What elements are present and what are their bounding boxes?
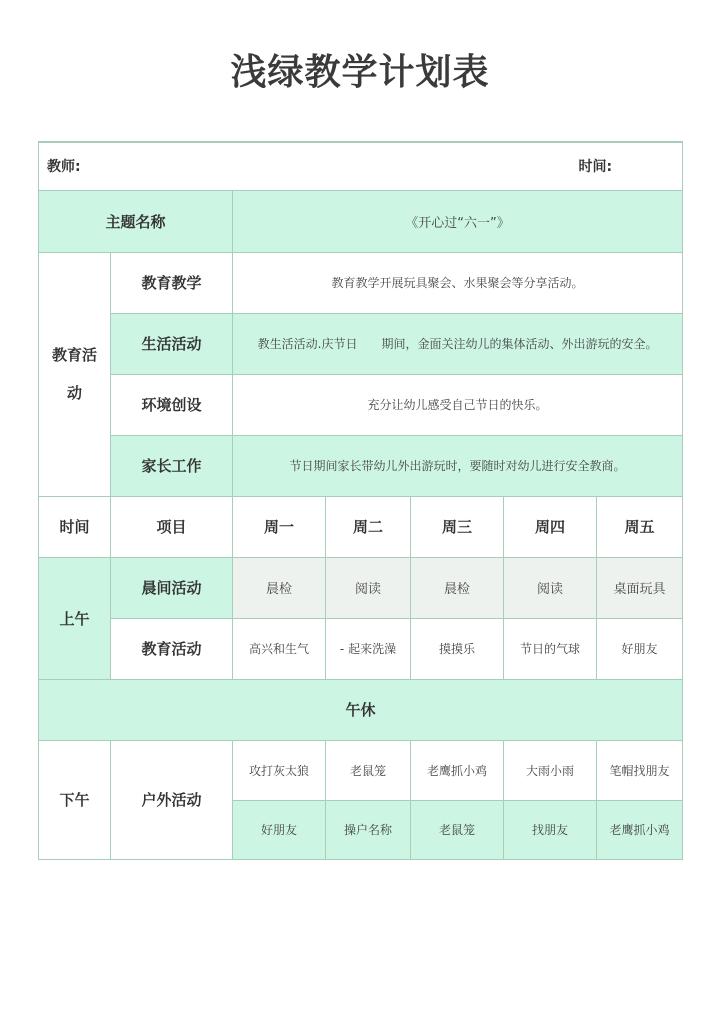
schedule-cell: 好朋友 [597,618,683,679]
morning-label: 上午 [39,557,111,679]
schedule-item: 户外活动 [111,740,233,859]
theme-label: 主题名称 [39,190,233,252]
schedule-cell: 节日的气球 [504,618,597,679]
schedule-cell: 操户名称 [326,800,411,859]
schedule-cell: 攻打灰太狼 [233,740,326,800]
teaching-plan-table [38,141,683,860]
schedule-cell: 笔帽找朋友 [597,740,683,800]
activity-label: 教育教学 [111,252,233,313]
activity-label: 生活活动 [111,313,233,374]
schedule-cell: 桌面玩具 [597,557,683,618]
time-label: 时间: [578,159,613,176]
header-row [39,142,683,190]
activity-content: 节日期间家长带幼儿外出游玩时，要随时对幼儿进行安全教商。 [233,435,683,496]
theme-value: 《开心过“六一”》 [233,190,683,252]
schedule-col-time: 时间 [39,496,111,557]
schedule-cell: 晨检 [411,557,504,618]
activity-content: 教生活活动.庆节日 期间，金面关注幼儿的集体活动、外出游玩的安全。 [233,313,683,374]
schedule-cell: 晨检 [233,557,326,618]
schedule-cell: 摸摸乐 [411,618,504,679]
noon-rest: 午休 [39,679,683,740]
day-header: 周四 [504,496,597,557]
teacher-label: 教师: [47,159,81,176]
schedule-cell: 老鼠笼 [326,740,411,800]
schedule-cell: - 起来洗澡 [326,618,411,679]
day-header: 周三 [411,496,504,557]
afternoon-label: 下午 [39,740,111,859]
activity-label: 环境创设 [111,374,233,435]
schedule-cell: 老鼠笼 [411,800,504,859]
schedule-col-item: 项目 [111,496,233,557]
activity-label: 家长工作 [111,435,233,496]
schedule-cell: 大雨小雨 [504,740,597,800]
schedule-cell: 阅读 [326,557,411,618]
schedule-cell: 找朋友 [504,800,597,859]
activity-content: 充分让幼儿感受自己节日的快乐。 [233,374,683,435]
schedule-item: 教育活动 [111,618,233,679]
schedule-cell: 好朋友 [233,800,326,859]
page-title: 浅绿教学计划表 [230,52,490,93]
day-header: 周五 [597,496,683,557]
activity-content: 教育教学开展玩具聚会、水果聚会等分享活动。 [233,252,683,313]
day-header: 周二 [326,496,411,557]
schedule-item: 晨间活动 [111,557,233,618]
schedule-cell: 老鹰抓小鸡 [411,740,504,800]
schedule-cell: 阅读 [504,557,597,618]
schedule-cell: 老鹰抓小鸡 [597,800,683,859]
schedule-cell: 高兴和生气 [233,618,326,679]
day-header: 周一 [233,496,326,557]
activities-group-label: 教育活动 [39,252,111,496]
